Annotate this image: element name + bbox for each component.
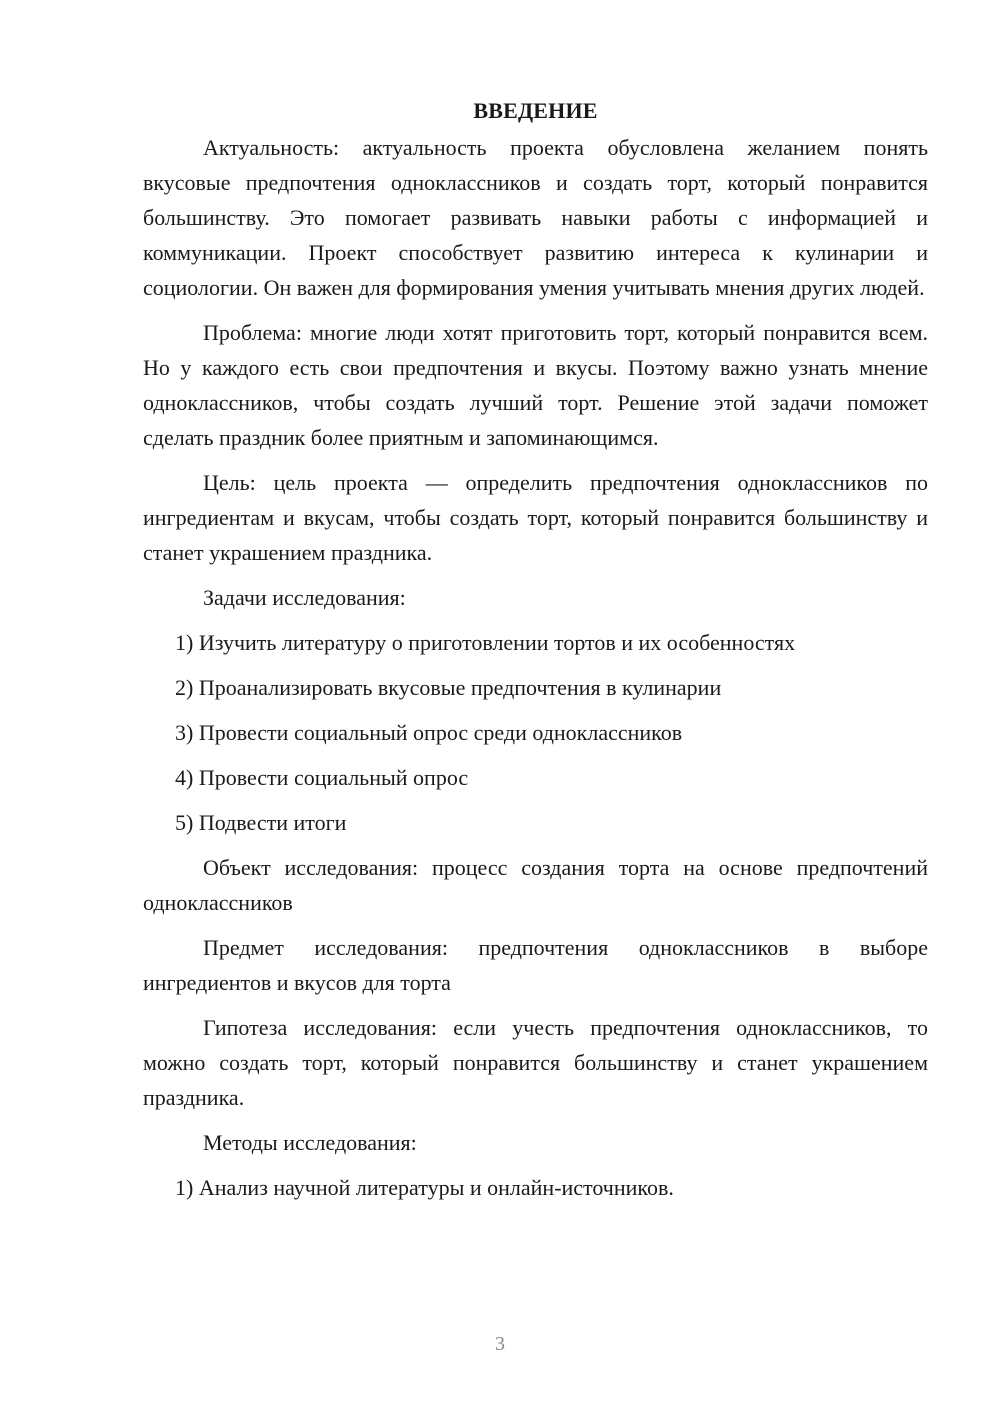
paragraph-goal: Цель: цель проекта — определить предпочтения одноклассников по ингредиентам и вкусам, чтобы создать торт, который понравится большинству и станет украшением праздника. <box>143 470 928 565</box>
document-page <box>143 93 928 1215</box>
paragraph-problem: Проблема: многие люди хотят приготовить торт, который понравится всем. Но у каждого есть свои предпочтения и вкусы. Поэтому важно узнать мнение одноклассников, чтобы создать лучший торт. Решение этой задачи поможет сделать праздник более приятным и запоминающимся. <box>143 320 928 450</box>
tasks-list <box>143 625 928 840</box>
paragraph-relevance: Актуальность: актуальность проекта обусловлена желанием понять вкусовые предпочтения одноклассников и создать торт, который понравится большинству. Это помогает развивать навыки работы с информацией и коммуникации. Проект способствует развитию интереса к кулинарии и социологии. Он важен для формирования умения учитывать мнения других людей. <box>143 135 928 300</box>
list-item: 3) Провести социальный опрос среди одноклассников <box>175 720 683 745</box>
list-item: 1) Анализ научной литературы и онлайн-источников. <box>175 1175 674 1200</box>
methods-label: Методы исследования: <box>203 1130 417 1155</box>
tasks-label: Задачи исследования: <box>203 585 406 610</box>
paragraph-object: Объект исследования: процесс создания торта на основе предпочтений одноклассников <box>143 855 928 915</box>
list-item: 5) Подвести итоги <box>175 810 347 835</box>
list-item: 2) Проанализировать вкусовые предпочтения в кулинарии <box>175 675 722 700</box>
page-title: ВВЕДЕНИЕ <box>473 98 598 123</box>
methods-list <box>143 1170 928 1205</box>
page-number: 3 <box>495 1333 505 1355</box>
paragraph-hypothesis: Гипотеза исследования: если учесть предпочтения одноклассников, то можно создать торт, который понравится большинству и станет украшением праздника. <box>143 1015 928 1110</box>
list-item: 1) Изучить литературу о приготовлении тортов и их особенностях <box>175 630 796 655</box>
paragraph-subject: Предмет исследования: предпочтения одноклассников в выборе ингредиентов и вкусов для торта <box>143 935 928 995</box>
list-item: 4) Провести социальный опрос <box>175 765 469 790</box>
